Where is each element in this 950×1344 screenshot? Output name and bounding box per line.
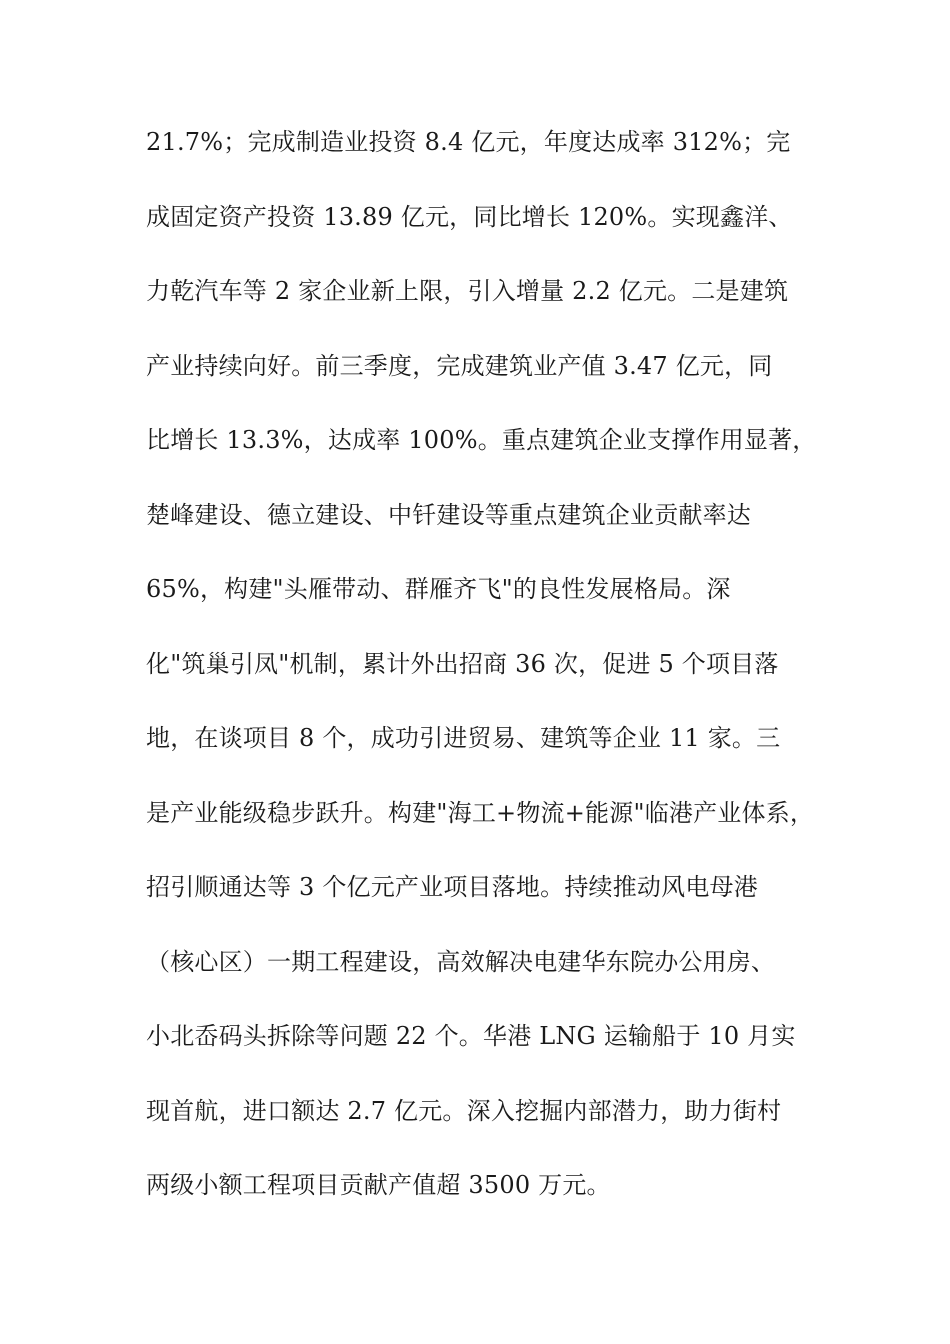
text-line: 楚峰建设、德立建设、中钎建设等重点建筑企业贡献率达 <box>146 500 751 529</box>
text-line: 现首航，进口额达 2.7 亿元。深入挖掘内部潜力，助力街村 <box>146 1096 782 1125</box>
body-paragraph <box>146 118 846 1236</box>
text-line: 小北岙码头拆除等问题 22 个。华港 LNG 运输船于 10 月实 <box>146 1022 796 1050</box>
text-line: 两级小额工程项目贡献产值超 3500 万元。 <box>146 1171 611 1199</box>
text-line: 是产业能级稳步跃升。构建"海工+物流+能源"临港产业体系， <box>146 798 815 827</box>
text-line: 产业持续向好。前三季度，完成建筑业产值 3.47 亿元，同 <box>146 351 773 380</box>
text-line: 化"筑巢引凤"机制，累计外出招商 36 次，促进 5 个项目落 <box>146 649 779 678</box>
text-line: 力乾汽车等 2 家企业新上限，引入增量 2.2 亿元。二是建筑 <box>146 277 789 305</box>
text-line: 地，在谈项目 8 个，成功引进贸易、建筑等企业 11 家。三 <box>146 724 781 752</box>
text-line: 招引顺通达等 3 个亿元产业项目落地。持续推动风电母港 <box>146 873 758 901</box>
text-line: 65%，构建"头雁带动、群雁齐飞"的良性发展格局。深 <box>146 575 731 603</box>
text-line: 比增长 13.3%，达成率 100%。重点建筑企业支撑作用显著， <box>146 426 817 454</box>
text-line: （核心区）一期工程建设，高效解决电建华东院办公用房、 <box>146 947 776 976</box>
text-line: 21.7%；完成制造业投资 8.4 亿元，年度达成率 312%；完 <box>146 128 791 156</box>
text-line: 成固定资产投资 13.89 亿元，同比增长 120%。实现鑫洋、 <box>146 202 793 231</box>
